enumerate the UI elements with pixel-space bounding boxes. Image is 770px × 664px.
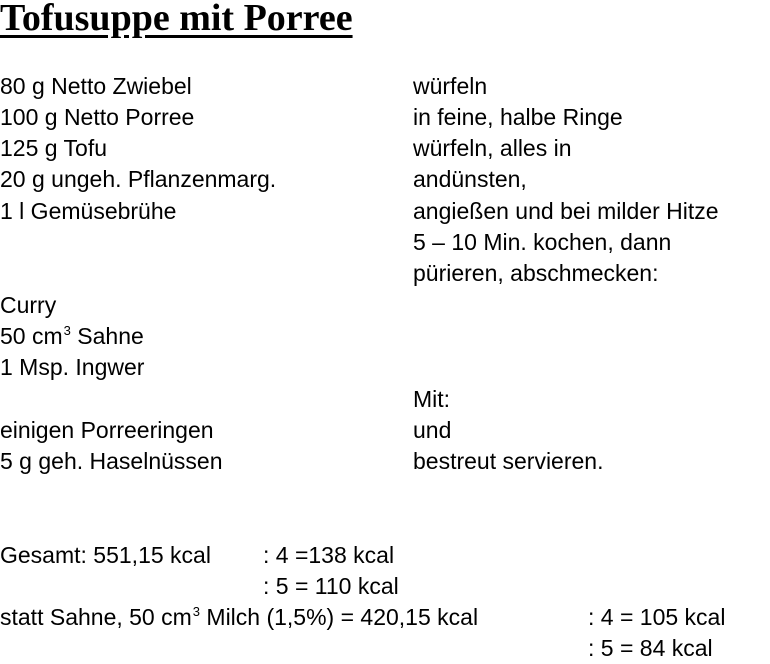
garnish-servieren: bestreut servieren. xyxy=(413,448,604,474)
nutrition-alt-div5: : 5 = 84 kcal xyxy=(588,635,713,661)
sahne-amount: 50 cm xyxy=(0,323,63,349)
garnish-porree: einigen Porreeringen xyxy=(0,417,214,443)
instruction-line: angießen und bei milder Hitze xyxy=(413,198,719,224)
ingredient-line: 80 g Netto Zwiebel xyxy=(0,73,192,99)
nutrition-div5: : 5 = 110 kcal xyxy=(263,573,399,599)
instruction-line: würfeln, alles in xyxy=(413,135,572,161)
ingredient-line: 100 g Netto Porree xyxy=(0,104,195,130)
nutrition-div4: : 4 =138 kcal xyxy=(263,542,395,568)
alt-suffix: Milch (1,5%) = 420,15 kcal xyxy=(200,604,479,630)
seasoning-ingwer: 1 Msp. Ingwer xyxy=(0,354,145,380)
instruction-line: 5 – 10 Min. kochen, dann xyxy=(413,229,672,255)
garnish-mit: Mit: xyxy=(413,386,451,412)
garnish-und: und xyxy=(413,417,452,443)
nutrition-total: Gesamt: 551,15 kcal xyxy=(0,542,211,568)
ingredient-line: 1 l Gemüsebrühe xyxy=(0,198,177,224)
alt-prefix: statt Sahne, 50 cm xyxy=(0,604,192,630)
superscript-3: 3 xyxy=(192,604,201,619)
sahne-label: Sahne xyxy=(70,323,144,349)
recipe-title: Tofusuppe mit Porree xyxy=(0,0,353,39)
instruction-line: andünsten, xyxy=(413,166,527,192)
instruction-line: in feine, halbe Ringe xyxy=(413,104,623,130)
instruction-line: pürieren, abschmecken: xyxy=(413,260,659,286)
garnish-nuesse: 5 g geh. Haselnüssen xyxy=(0,448,223,474)
seasoning-curry: Curry xyxy=(0,292,57,318)
superscript-3: 3 xyxy=(63,323,71,338)
nutrition-alternative xyxy=(0,602,478,633)
ingredient-line: 125 g Tofu xyxy=(0,135,108,161)
nutrition-alt-div4: : 4 = 105 kcal xyxy=(588,604,726,630)
instruction-line: würfeln xyxy=(413,73,488,99)
seasoning-sahne xyxy=(0,321,144,352)
ingredient-line: 20 g ungeh. Pflanzenmarg. xyxy=(0,166,277,192)
